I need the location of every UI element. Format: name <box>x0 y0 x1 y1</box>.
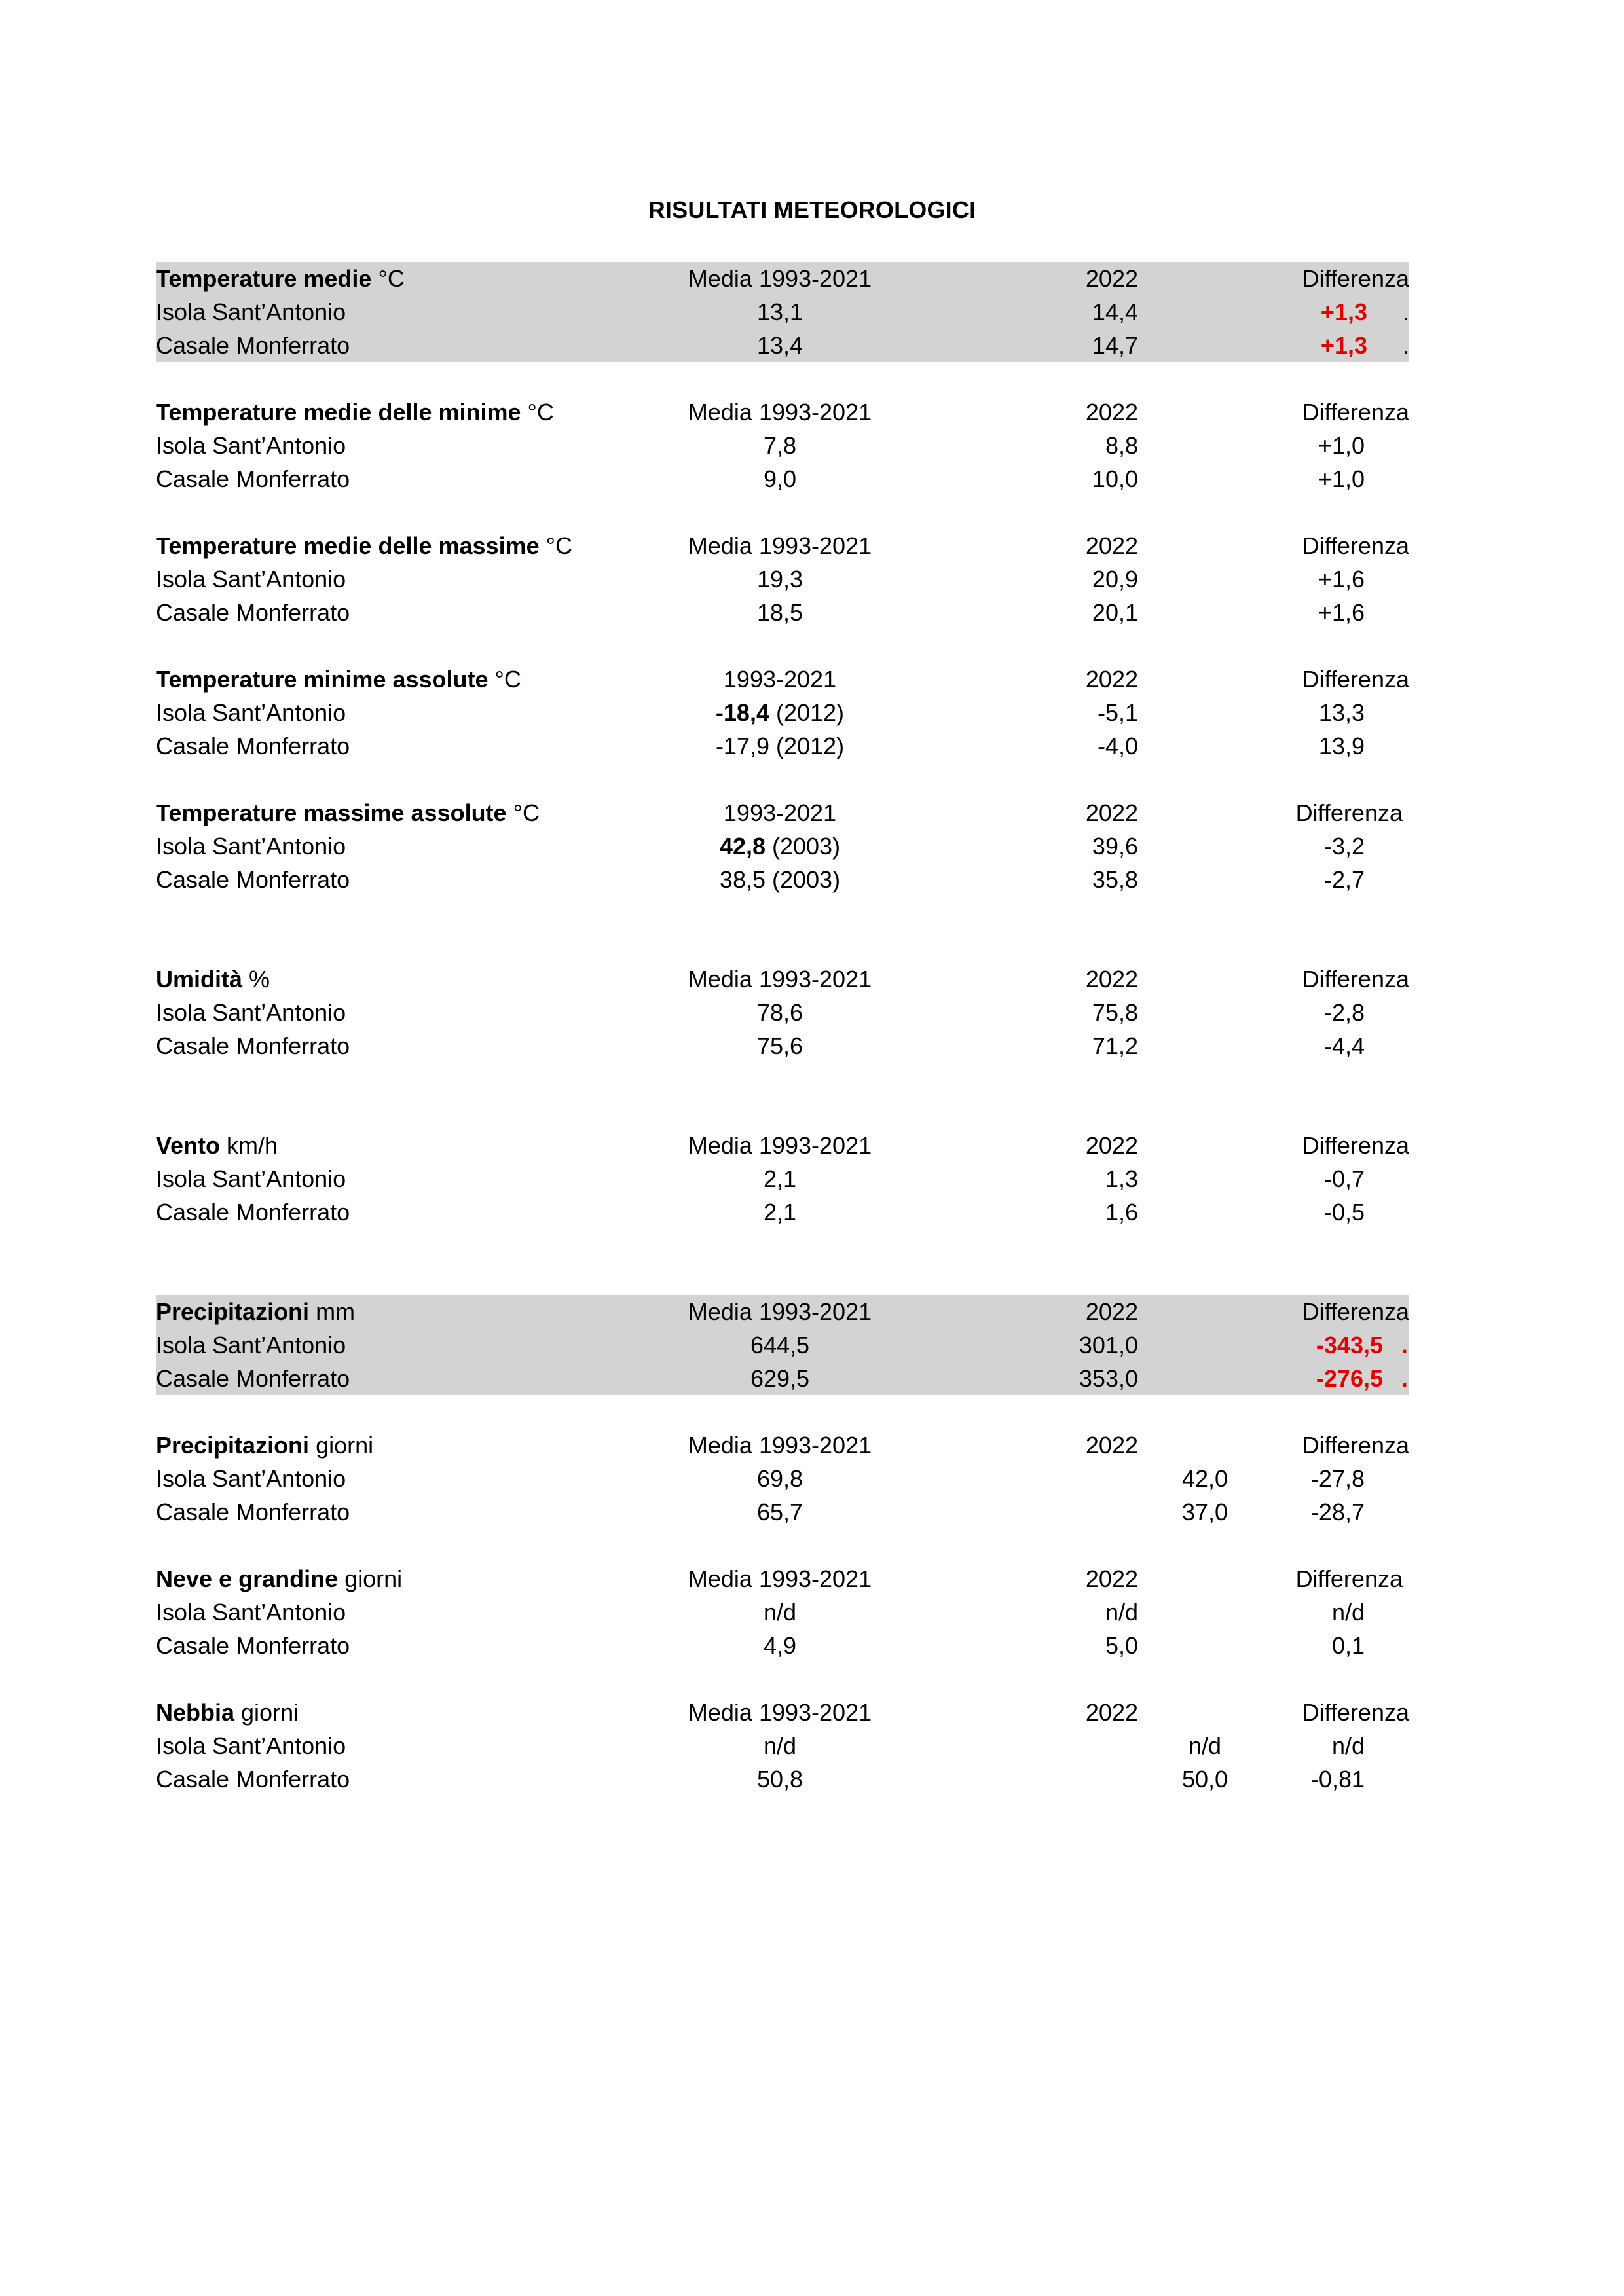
col-period: Media 1993-2021 <box>688 966 872 993</box>
col-diff: Differenza <box>1302 265 1409 292</box>
col-period: Media 1993-2021 <box>688 1132 872 1159</box>
station-name: Casale Monferrato <box>156 866 350 893</box>
col-period: Media 1993-2021 <box>688 1432 872 1459</box>
year-value: 8,8 <box>1105 432 1138 459</box>
section-temperature-minime <box>156 395 1409 496</box>
year-value: 5,0 <box>1105 1632 1138 1659</box>
diff-value: -3,2 <box>1323 833 1365 860</box>
section-header <box>156 796 1409 829</box>
marker: . <box>1402 332 1409 359</box>
station-name: Isola Sant’Antonio <box>156 1165 346 1192</box>
diff-value: +1,6 <box>1318 599 1365 626</box>
marker: . <box>1401 1332 1408 1358</box>
year-value: 14,7 <box>1092 332 1138 359</box>
diff-value: -2,8 <box>1323 999 1365 1026</box>
table-row <box>156 696 1409 729</box>
diff-value: +1,0 <box>1318 465 1365 492</box>
section-header <box>156 262 1409 295</box>
table-row <box>156 863 1409 896</box>
page-title: RISULTATI METEOROLOGICI <box>648 196 976 223</box>
period-value: 38,5 (2003) <box>719 866 841 893</box>
col-year: 2022 <box>1085 666 1138 693</box>
section-header <box>156 395 1409 429</box>
year-value: 50,0 <box>1182 1766 1228 1793</box>
col-diff: Differenza <box>1295 1565 1403 1592</box>
period-value: n/d <box>763 1599 797 1626</box>
diff-value: n/d <box>1331 1599 1365 1626</box>
section-temperature-medie <box>156 262 1409 362</box>
table-row <box>156 829 1409 863</box>
diff-value: -2,7 <box>1323 866 1365 893</box>
period-value: 69,8 <box>756 1465 803 1492</box>
period-value: 50,8 <box>756 1766 803 1793</box>
year-value: 14,4 <box>1092 299 1138 325</box>
station-name: Casale Monferrato <box>156 1632 350 1659</box>
section-label: Umidità % <box>156 966 270 993</box>
col-year: 2022 <box>1085 265 1138 292</box>
period-value: n/d <box>763 1732 797 1759</box>
section-label: Precipitazioni giorni <box>156 1432 374 1459</box>
station-name: Casale Monferrato <box>156 465 350 492</box>
diff-value: +1,0 <box>1318 432 1365 459</box>
col-year: 2022 <box>1085 532 1138 559</box>
col-year: 2022 <box>1085 1298 1138 1325</box>
year-value: 71,2 <box>1092 1032 1138 1059</box>
diff-value: -343,5 <box>1316 1332 1383 1358</box>
station-name: Casale Monferrato <box>156 733 350 759</box>
year-value: 75,8 <box>1092 999 1138 1026</box>
table-row <box>156 462 1409 496</box>
table-row <box>156 429 1409 462</box>
station-name: Casale Monferrato <box>156 1032 350 1059</box>
table-row <box>156 596 1409 629</box>
diff-value: -4,4 <box>1323 1032 1365 1059</box>
station-name: Isola Sant’Antonio <box>156 1732 346 1759</box>
period-value: 2,1 <box>763 1165 797 1192</box>
section-label: Nebbia giorni <box>156 1699 299 1726</box>
period-value: 65,7 <box>756 1499 803 1525</box>
diff-value: +1,3 <box>1320 332 1367 359</box>
year-value: n/d <box>1189 1732 1222 1759</box>
period-value: 13,1 <box>756 299 803 325</box>
col-diff: Differenza <box>1302 966 1409 993</box>
period-value: 13,4 <box>756 332 803 359</box>
section-header <box>156 962 1409 996</box>
table-row <box>156 1629 1409 1662</box>
station-name: Isola Sant’Antonio <box>156 999 346 1026</box>
table-row <box>156 1029 1409 1063</box>
year-value: 20,1 <box>1092 599 1138 626</box>
col-period: Media 1993-2021 <box>688 532 872 559</box>
section-temperature-minime-assolute <box>156 663 1409 763</box>
diff-value: 0,1 <box>1331 1632 1365 1659</box>
col-year: 2022 <box>1085 799 1138 826</box>
table-row <box>156 1729 1409 1762</box>
section-label: Temperature medie °C <box>156 265 405 292</box>
table-row <box>156 1595 1409 1629</box>
year-value: 1,6 <box>1105 1199 1138 1226</box>
station-name: Casale Monferrato <box>156 332 350 359</box>
year-value: 1,3 <box>1105 1165 1138 1192</box>
col-period: Media 1993-2021 <box>688 265 872 292</box>
table-row <box>156 996 1409 1029</box>
station-name: Casale Monferrato <box>156 1766 350 1793</box>
col-period: Media 1993-2021 <box>688 1298 872 1325</box>
station-name: Casale Monferrato <box>156 599 350 626</box>
year-value: 42,0 <box>1182 1465 1228 1492</box>
diff-value: 13,3 <box>1318 699 1365 726</box>
table-row <box>156 329 1409 362</box>
marker: . <box>1401 1365 1408 1392</box>
year-value: -5,1 <box>1097 699 1138 726</box>
section-temperature-massime-assolute <box>156 796 1409 896</box>
col-diff: Differenza <box>1302 666 1409 693</box>
period-value: 7,8 <box>763 432 797 459</box>
station-name: Isola Sant’Antonio <box>156 699 346 726</box>
col-diff: Differenza <box>1302 1699 1409 1726</box>
col-period: Media 1993-2021 <box>688 1565 872 1592</box>
year-value: 35,8 <box>1092 866 1138 893</box>
col-year: 2022 <box>1085 1699 1138 1726</box>
diff-value: -276,5 <box>1316 1365 1383 1392</box>
section-header <box>156 1429 1409 1462</box>
col-diff: Differenza <box>1302 399 1409 426</box>
section-header <box>156 1696 1409 1729</box>
year-value: 353,0 <box>1079 1365 1138 1392</box>
section-label: Vento km/h <box>156 1132 278 1159</box>
col-diff: Differenza <box>1295 799 1403 826</box>
col-period: Media 1993-2021 <box>688 399 872 426</box>
col-diff: Differenza <box>1302 1432 1409 1459</box>
period-value: 2,1 <box>763 1199 797 1226</box>
period-value: 75,6 <box>756 1032 803 1059</box>
section-neve-grandine <box>156 1562 1409 1662</box>
table-row <box>156 1495 1409 1529</box>
year-value: 37,0 <box>1182 1499 1228 1525</box>
table-row <box>156 729 1409 763</box>
col-diff: Differenza <box>1302 532 1409 559</box>
col-year: 2022 <box>1085 966 1138 993</box>
marker: . <box>1402 299 1409 325</box>
station-name: Isola Sant’Antonio <box>156 299 346 325</box>
diff-value: -0,5 <box>1323 1199 1365 1226</box>
col-year: 2022 <box>1085 1565 1138 1592</box>
period-value: 644,5 <box>750 1332 810 1358</box>
year-value: 301,0 <box>1079 1332 1138 1358</box>
table-row <box>156 1162 1409 1195</box>
table-row <box>156 295 1409 329</box>
section-header <box>156 1295 1409 1328</box>
station-name: Isola Sant’Antonio <box>156 1332 346 1358</box>
period-value: 4,9 <box>763 1632 797 1659</box>
section-temperature-massime <box>156 529 1409 629</box>
station-name: Casale Monferrato <box>156 1199 350 1226</box>
table-row <box>156 1195 1409 1229</box>
section-label: Temperature minime assolute °C <box>156 666 521 693</box>
year-value: 10,0 <box>1092 465 1138 492</box>
table-row <box>156 1362 1409 1395</box>
section-header <box>156 1129 1409 1162</box>
table-row <box>156 1462 1409 1495</box>
station-name: Casale Monferrato <box>156 1365 350 1392</box>
col-year: 2022 <box>1085 1132 1138 1159</box>
period-value: 9,0 <box>763 465 797 492</box>
diff-value: -28,7 <box>1310 1499 1365 1525</box>
col-period: 1993-2021 <box>723 666 837 693</box>
section-label: Precipitazioni mm <box>156 1298 356 1325</box>
diff-value: +1,3 <box>1320 299 1367 325</box>
section-label: Temperature medie delle minime °C <box>156 399 554 426</box>
period-value: 18,5 <box>756 599 803 626</box>
table-row <box>156 1328 1409 1362</box>
station-name: Isola Sant’Antonio <box>156 566 346 592</box>
col-year: 2022 <box>1085 399 1138 426</box>
year-value: n/d <box>1105 1599 1138 1626</box>
section-precipitazioni-mm <box>156 1295 1409 1395</box>
col-year: 2022 <box>1085 1432 1138 1459</box>
section-header <box>156 1562 1409 1595</box>
period-value: -18,4 (2012) <box>715 699 845 726</box>
section-label: Temperature massime assolute °C <box>156 799 540 826</box>
station-name: Isola Sant’Antonio <box>156 1599 346 1626</box>
table-row <box>156 1762 1409 1796</box>
diff-value: -0,7 <box>1323 1165 1365 1192</box>
station-name: Isola Sant’Antonio <box>156 833 346 860</box>
section-label: Neve e grandine giorni <box>156 1565 403 1592</box>
year-value: -4,0 <box>1097 733 1138 759</box>
period-value: -17,9 (2012) <box>715 733 845 759</box>
section-umidita <box>156 962 1409 1063</box>
period-value: 42,8 (2003) <box>719 833 841 860</box>
station-name: Isola Sant’Antonio <box>156 1465 346 1492</box>
diff-value: n/d <box>1331 1732 1365 1759</box>
station-name: Isola Sant’Antonio <box>156 432 346 459</box>
section-precipitazioni-giorni <box>156 1429 1409 1529</box>
col-period: Media 1993-2021 <box>688 1699 872 1726</box>
period-value: 629,5 <box>750 1365 810 1392</box>
period-value: 78,6 <box>756 999 803 1026</box>
year-value: 20,9 <box>1092 566 1138 592</box>
diff-value: 13,9 <box>1318 733 1365 759</box>
year-value: 39,6 <box>1092 833 1138 860</box>
section-header <box>156 663 1409 696</box>
table-row <box>156 562 1409 596</box>
station-name: Casale Monferrato <box>156 1499 350 1525</box>
section-header <box>156 529 1409 562</box>
diff-value: -27,8 <box>1310 1465 1365 1492</box>
section-label: Temperature medie delle massime °C <box>156 532 573 559</box>
section-nebbia <box>156 1696 1409 1796</box>
section-vento <box>156 1129 1409 1229</box>
diff-value: +1,6 <box>1318 566 1365 592</box>
diff-value: -0,81 <box>1310 1766 1365 1793</box>
col-diff: Differenza <box>1302 1132 1409 1159</box>
period-value: 19,3 <box>756 566 803 592</box>
col-period: 1993-2021 <box>723 799 837 826</box>
col-diff: Differenza <box>1302 1298 1409 1325</box>
